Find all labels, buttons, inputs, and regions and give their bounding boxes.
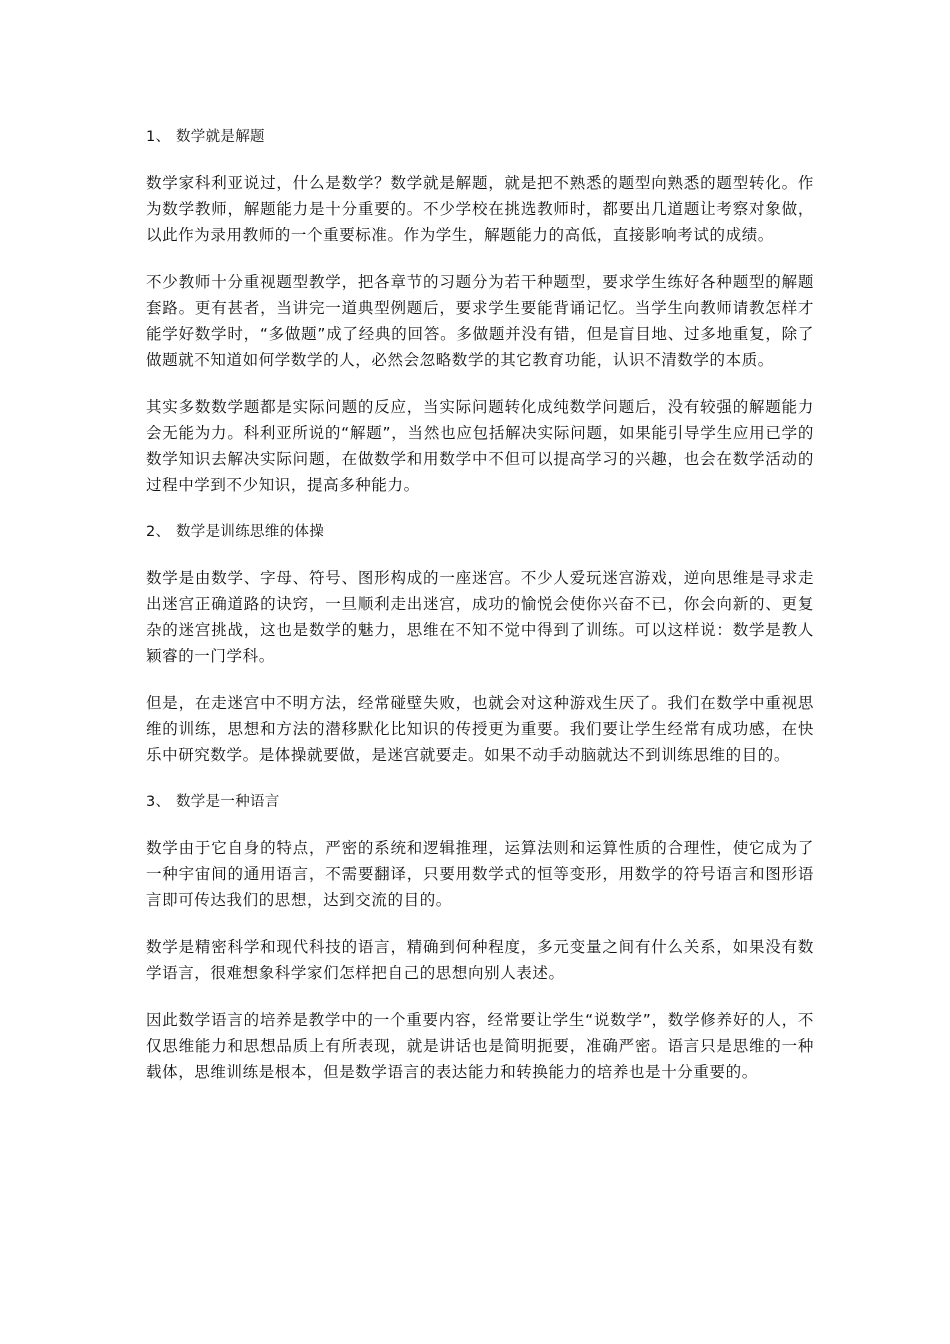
- section-1-paragraph-1: 数学家科利亚说过，什么是数学？数学就是解题，就是把不熟悉的题型向熟悉的题型转化。作为数学教师，解题能力是十分重要的。不少学校在挑选教师时，都要出几道题让考察对象做，以此作为录用教师的一个重要标准。作为学生，解题能力的高低，直接影响考试的成绩。: [146, 174, 814, 244]
- section-2-paragraph-2: 但是，在走迷宫中不明方法，经常碰壁失败，也就会对这种游戏生厌了。我们在数学中重视思维的训练，思想和方法的潜移默化比知识的传授更为重要。我们要让学生经常有成功感，在快乐中研究数学。是体操就要做，是迷宫就要走。如果不动手动脑就达不到训练思维的目的。: [146, 694, 814, 764]
- section-2-number: 2、: [146, 524, 171, 540]
- section-3-paragraph-2: 数学是精密科学和现代科技的语言，精确到何种程度，多元变量之间有什么关系，如果没有数学语言，很难想象科学家们怎样把自己的思想向别人表述。: [146, 938, 814, 982]
- section-3-title: 数学是一种语言: [176, 794, 280, 810]
- section-2-heading: [146, 519, 814, 545]
- section-3-paragraph-1: 数学由于它自身的特点，严密的系统和逻辑推理，运算法则和运算性质的合理性，使它成为了一种宇宙间的通用语言，不需要翻译，只要用数学式的恒等变形，用数学的符号语言和图形语言即可传达我们的思想，达到交流的目的。: [146, 839, 814, 909]
- section-2-paragraph-1: 数学是由数学、字母、符号、图形构成的一座迷宫。不少人爱玩迷宫游戏，逆向思维是寻求走出迷宫正确道路的诀窍，一旦顺利走出迷宫，成功的愉悦会使你兴奋不已，你会向新的、更复杂的迷宫挑战，这也是数学的魅力，思维在不知不觉中得到了训练。可以这样说：数学是教人颖睿的一门学科。: [146, 569, 814, 665]
- section-1-paragraph-2: 不少教师十分重视题型教学，把各章节的习题分为若干种题型，要求学生练好各种题型的解题套路。更有甚者，当讲完一道典型例题后，要求学生要能背诵记忆。当学生向教师请教怎样才能学好数学时，“多做题”成了经典的回答。多做题并没有错，但是盲目地、过多地重复，除了做题就不知道如何学数学的人，必然会忽略数学的其它教育功能，认识不清数学的本质。: [146, 273, 814, 369]
- section-1-paragraph-3: 其实多数数学题都是实际问题的反应，当实际问题转化成纯数学问题后，没有较强的解题能力会无能为力。科利亚所说的“解题”，当然也应包括解决实际问题，如果能引导学生应用已学的数学知识去解决实际问题，在做数学和用数学中不但可以提高学习的兴趣，也会在数学活动的过程中学到不少知识，提高多种能力。: [146, 398, 814, 494]
- section-2-title: 数学是训练思维的体操: [176, 524, 324, 540]
- section-1-heading: [146, 124, 814, 150]
- section-1-number: 1、: [146, 129, 171, 145]
- section-3-number: 3、: [146, 794, 171, 810]
- document-page: [146, 124, 814, 1106]
- section-3-paragraph-3: 因此数学语言的培养是教学中的一个重要内容，经常要让学生“说数学”，数学修养好的人，不仅思维能力和思想品质上有所表现，就是讲话也是简明扼要，准确严密。语言只是思维的一种载体，思维训练是根本，但是数学语言的表达能力和转换能力的培养也是十分重要的。: [146, 1011, 814, 1081]
- section-1-title: 数学就是解题: [176, 129, 265, 145]
- section-3-heading: [146, 789, 814, 815]
